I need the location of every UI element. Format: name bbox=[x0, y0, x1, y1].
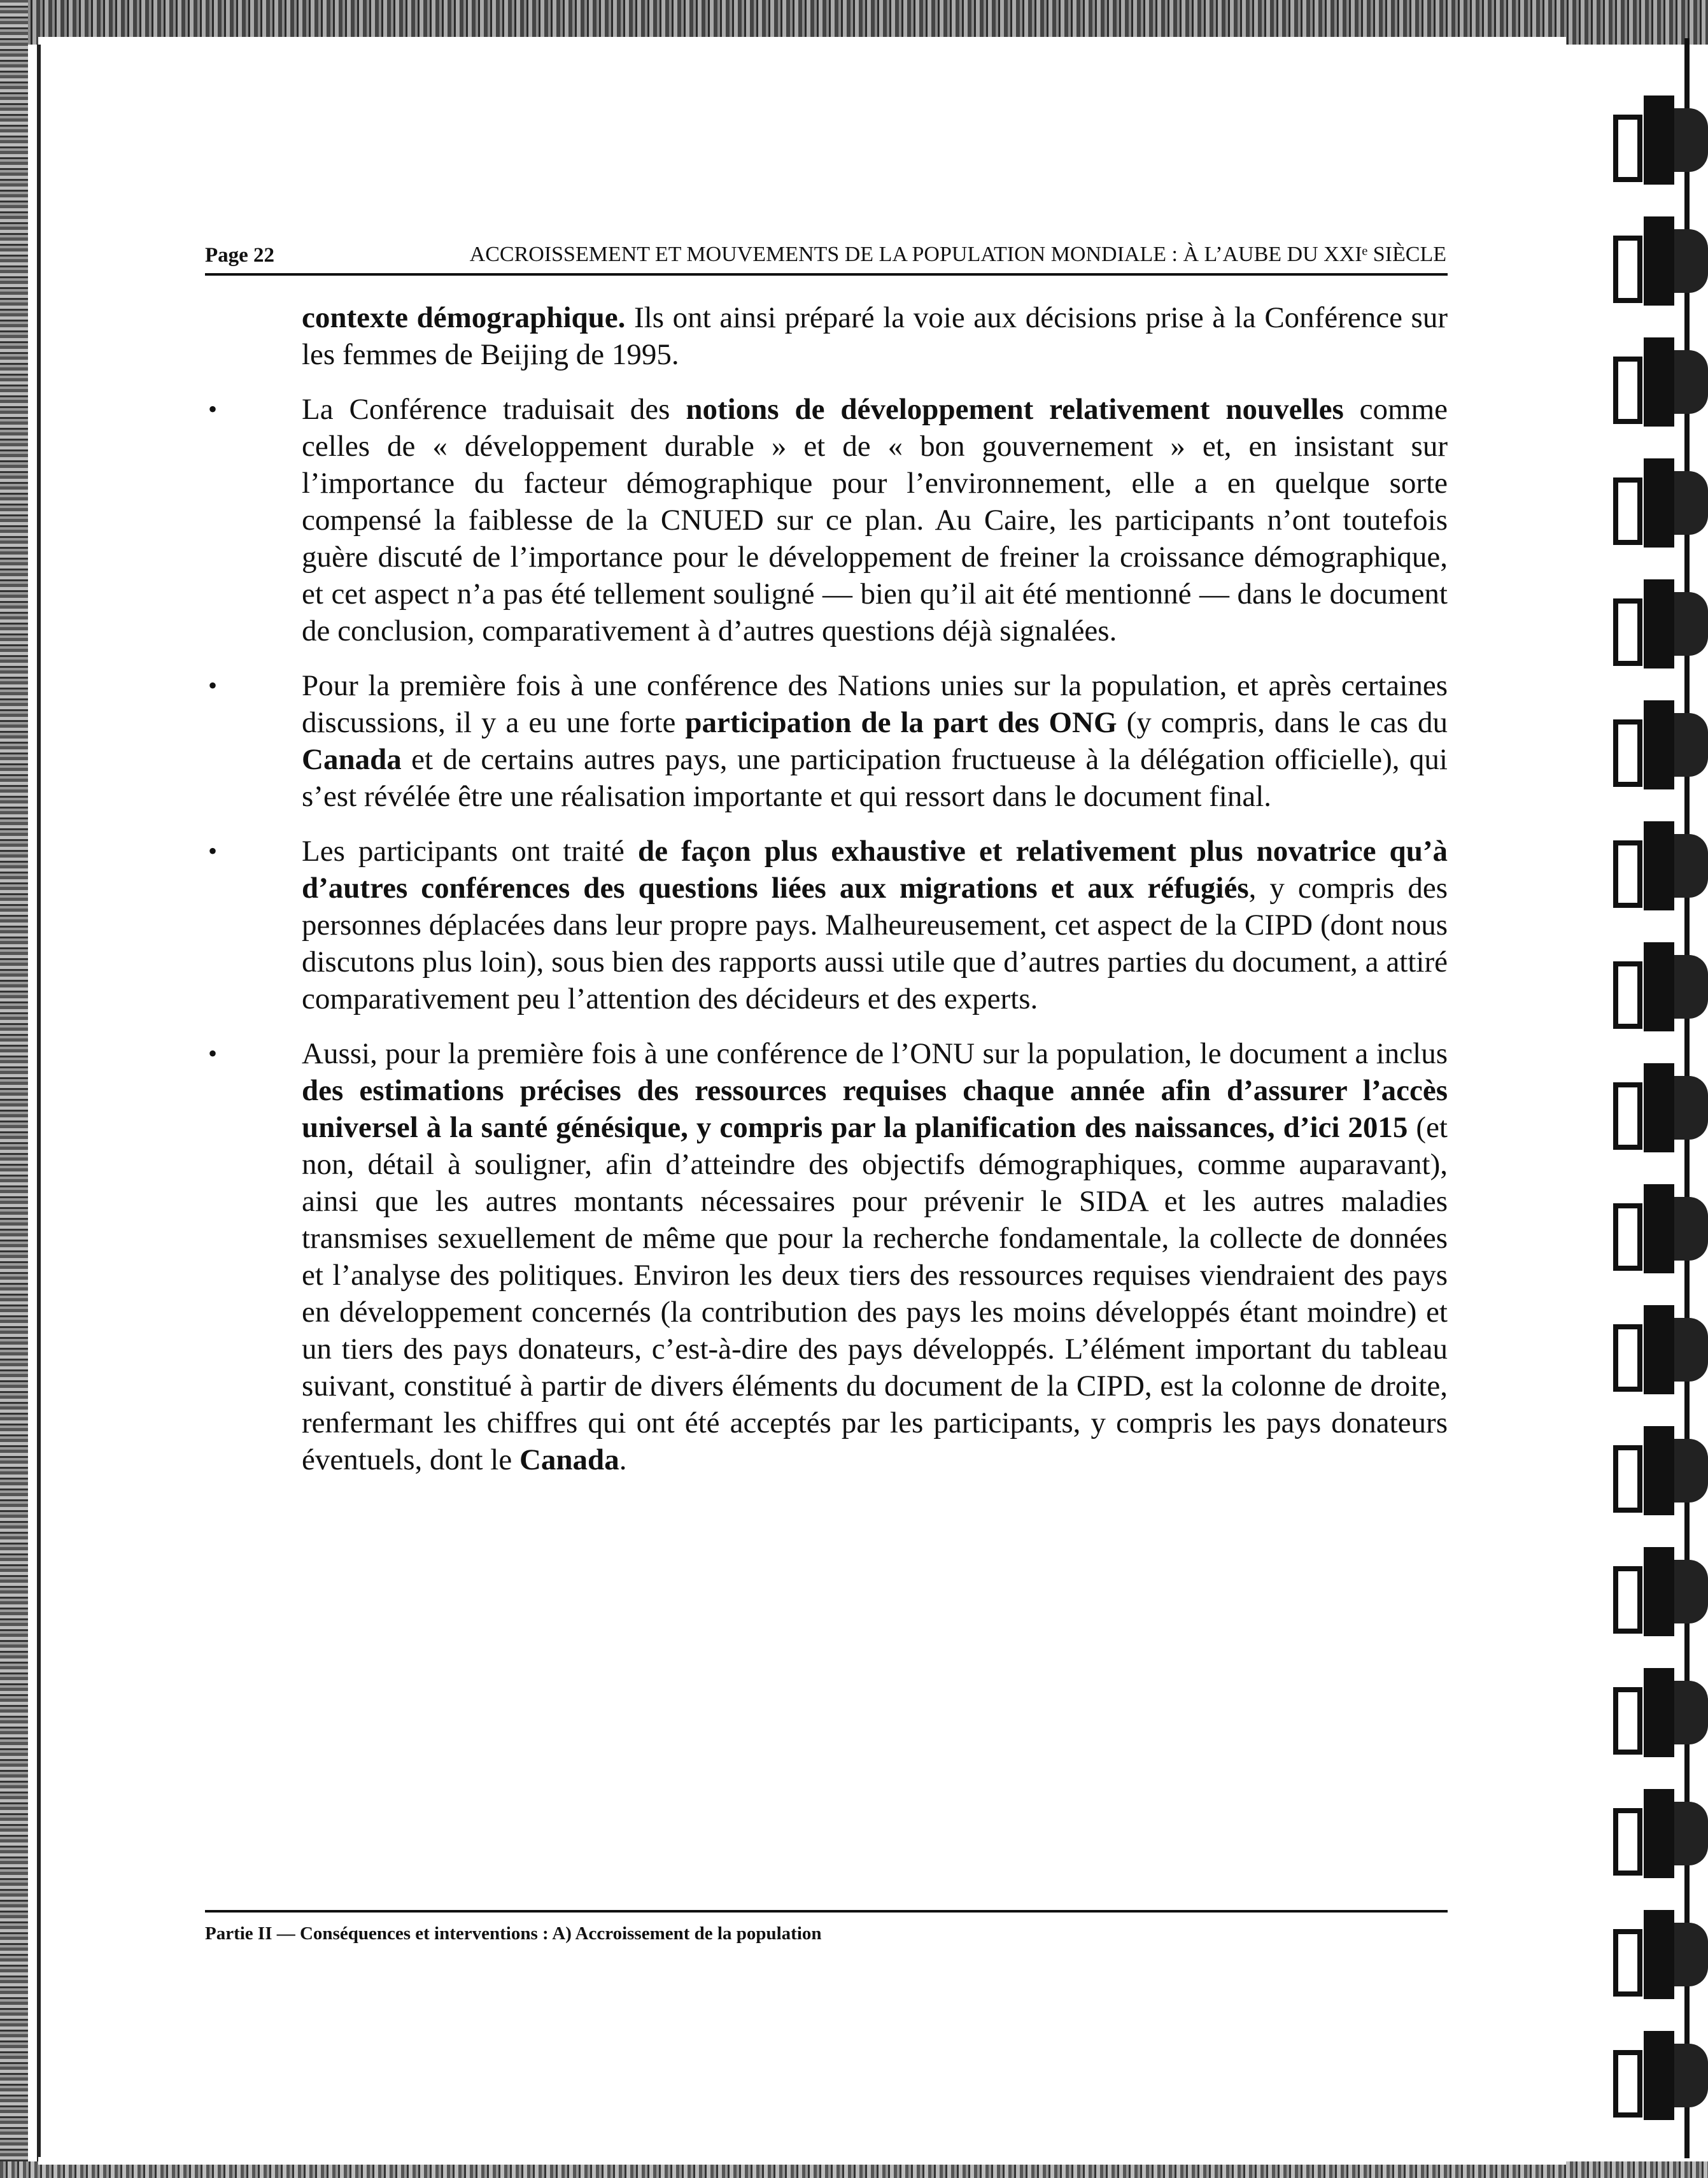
binding-ring bbox=[1604, 821, 1708, 910]
scan-edge-bottom-gap bbox=[38, 2157, 1566, 2165]
footer-text: Partie II — Conséquences et interventions : A) Accroissement de la population bbox=[205, 1923, 822, 1944]
bullet-item bbox=[205, 667, 1448, 815]
continued-paragraph bbox=[205, 299, 1448, 373]
binding-ring bbox=[1604, 700, 1708, 789]
binding-ring bbox=[1604, 942, 1708, 1031]
bold-phrase: des estimations précises des ressources requises chaque année afin d’assurer l’accès universel à la santé génésique, y compris par la planification des naissances, d’ici 2015 bbox=[302, 1074, 1448, 1144]
binding-ring bbox=[1604, 95, 1708, 185]
bullet-icon: • bbox=[208, 395, 218, 423]
bold-phrase: participation de la part des ONG bbox=[685, 706, 1117, 739]
paragraph-text: , y compris des personnes déplacées dans leur propre pays. Malheureusement, cet aspect de la CIPD (dont nous discutons plus loin), sous bien des rapports aussi utile que d’autres parties du document, a attiré comparativement peu l’attention des décideurs et des experts. bbox=[302, 872, 1448, 1015]
scan-edge-left bbox=[0, 0, 28, 2178]
spiral-binding bbox=[1604, 95, 1708, 2152]
bold-phrase: Canada bbox=[519, 1443, 619, 1476]
binding-ring bbox=[1604, 458, 1708, 548]
binding-ring bbox=[1604, 1426, 1708, 1515]
bullet-icon: • bbox=[208, 1039, 218, 1068]
bullet-icon: • bbox=[208, 671, 218, 700]
binding-ring bbox=[1604, 337, 1708, 427]
paragraph-text: Pour la première fois à une conférence des Nations unies sur la population, et après certaines discussions, il y a eu une forte bbox=[302, 669, 1448, 739]
bullet-icon: • bbox=[208, 837, 218, 865]
footer-rule bbox=[205, 1910, 1448, 1913]
bold-phrase: contexte démographique. bbox=[302, 301, 626, 334]
binding-ring bbox=[1604, 216, 1708, 306]
bold-phrase: de façon plus exhaustive et relativement plus novatrice qu’à d’autres conférences des questions liées aux migrations et aux réfugiés bbox=[302, 835, 1448, 905]
paragraph-text: Aussi, pour la première fois à une conférence de l’ONU sur la population, le document a inclus bbox=[302, 1037, 1448, 1070]
page-body bbox=[205, 299, 1448, 1496]
paragraph-text: et de certains autres pays, une participation fructueuse à la délégation officielle), qui s’est révélée être une réalisation importante et qui ressort dans le document final. bbox=[302, 743, 1448, 813]
scan-edge-top-gap bbox=[38, 37, 1566, 47]
bullet-item bbox=[205, 1035, 1448, 1478]
binding-ring bbox=[1604, 1063, 1708, 1152]
paragraph-text: . bbox=[619, 1443, 627, 1476]
binding-ring bbox=[1604, 1910, 1708, 1999]
binding-ring bbox=[1604, 1547, 1708, 1636]
paragraph-text: Les participants ont traité bbox=[302, 835, 638, 868]
paragraph-text: Ils ont ainsi préparé la voie aux décisions prise à la Conférence sur les femmes de Beijing de 1995. bbox=[302, 301, 1448, 371]
binding-ring bbox=[1604, 1184, 1708, 1273]
binding-ring bbox=[1604, 1668, 1708, 1757]
binding-ring bbox=[1604, 1305, 1708, 1394]
page-number: Page 22 bbox=[205, 244, 275, 267]
binding-ring bbox=[1604, 1789, 1708, 1878]
paragraph-text: La Conférence traduisait des bbox=[302, 393, 686, 426]
header-rule bbox=[205, 273, 1448, 276]
paragraph-text: (et non, détail à souligner, afin d’atteindre des objectifs démographiques, comme auparavant), ainsi que les autres montants nécessaires pour prévenir le SIDA et les autres maladies transmises sexuellement de même que pour la recherche fondamentale, la collecte de données et l’analyse des politiques. Environ les deux tiers des ressources requises viendraient des pays en développement concernés (la contribution des pays les moins développés étant moindre) et un tiers des pays donateurs, c’est-à-dire des pays développés. L’élément important du tableau suivant, constitué à partir de divers éléments du document de la CIPD, est la colonne de droite, renfermant les chiffres qui ont été acceptés par les participants, y compris les pays donateurs éventuels, dont le bbox=[302, 1111, 1448, 1476]
bullet-item bbox=[205, 833, 1448, 1017]
bold-phrase: Canada bbox=[302, 743, 402, 776]
bullet-item bbox=[205, 391, 1448, 649]
binding-ring bbox=[1604, 2031, 1708, 2120]
paragraph-text: (y compris, dans le cas du bbox=[1117, 706, 1448, 739]
running-title: ACCROISSEMENT ET MOUVEMENTS DE LA POPULATION MONDIALE : À L’AUBE DU XXIᵉ SIÈCLE bbox=[469, 243, 1446, 266]
binding-ring bbox=[1604, 579, 1708, 668]
scan-edge-left-line bbox=[37, 45, 41, 2165]
bold-phrase: notions de développement relativement nouvelles bbox=[686, 393, 1344, 426]
paragraph-text: comme celles de « développement durable » et de « bon gouvernement » et, en insistant sur l’importance du facteur démographique pour l’environnement, elle a en quelque sorte compensé la faiblesse de la CNUED sur ce plan. Au Caire, les participants n’ont toutefois guère discuté de l’importance pour le développement de freiner la croissance démographique, et cet aspect n’a pas été tellement souligné — bien qu’il ait été mentionné — dans le document de conclusion, comparativement à d’autres questions déjà signalées. bbox=[302, 393, 1448, 647]
